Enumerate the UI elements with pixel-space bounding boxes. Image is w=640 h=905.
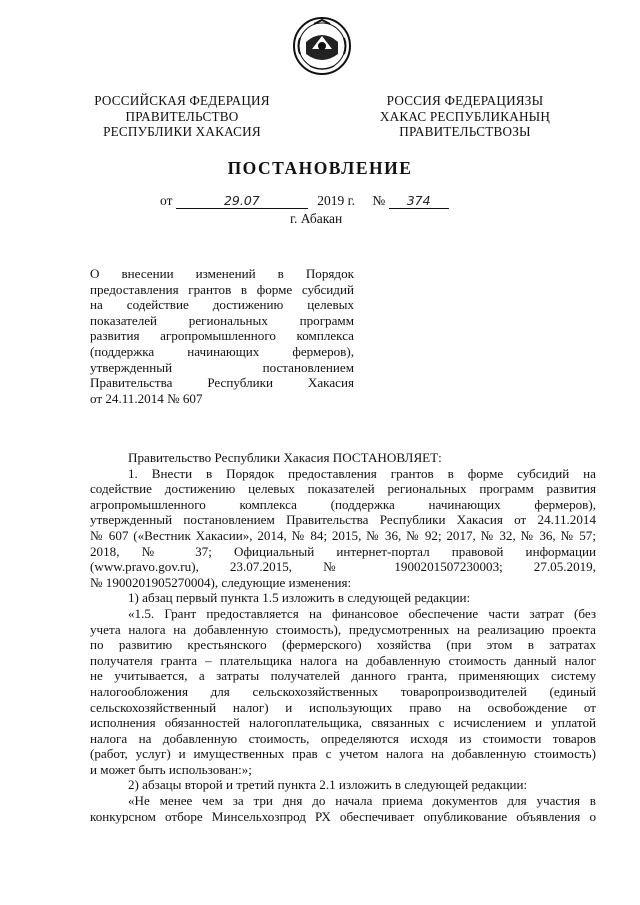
body-line: получателя гранта – плательщика налога на добавленную стоимость данный налог — [90, 652, 596, 668]
body-line: конкурсном отборе Минсельхозпрод РХ обеспечивает опубликование объявления о — [90, 808, 596, 824]
body-line: и может быть использован:»; — [90, 761, 252, 777]
subject-line: утвержденный постановлением — [90, 359, 354, 375]
body-line: агропромышленного комплекса (поддержка начинающих фермеров), — [90, 496, 596, 512]
body-line: (www.pravo.gov.ru), 23.07.2015, № 1900201507230003; 27.05.2019, — [90, 559, 596, 575]
body-line: «1.5. Грант предоставляется на финансовое обеспечение части затрат (без — [128, 605, 596, 621]
body-line: 1. Внести в Порядок предоставления грантов в форме субсидий на — [128, 465, 596, 481]
body-line: Правительство Республики Хакасия ПОСТАНОВЛЯЕТ: — [128, 450, 442, 465]
subject-line: показателей региональных программ — [90, 312, 354, 328]
number-sign: № — [372, 193, 386, 208]
date-prefix: от — [160, 193, 173, 208]
body-line: 2) абзацы второй и третий пункта 2.1 изложить в следующей редакции: — [128, 777, 528, 793]
body-line: сельскохозяйственный налог) и использующих право на освобождение от — [90, 699, 596, 715]
document-title: ПОСТАНОВЛЕНИЕ — [227, 158, 413, 178]
body-line: по развитию крестьянского (фермерского) хозяйства (при этом в затратах — [90, 637, 596, 653]
body-line: № 1900201905270004), следующие изменения: — [90, 574, 352, 590]
subject-line: от 24.11.2014 № 607 — [90, 390, 203, 406]
body-line: налогообложения для сельскохозяйственных товаропроизводителей (единый — [90, 683, 596, 699]
date-value: 29.07 — [176, 193, 308, 209]
header-right-line: ПРАВИТЕЛЬСТВОЗЫ — [399, 124, 531, 139]
body-line: учета налога на добавленную стоимость), предусмотренных на реализацию проекта — [90, 621, 596, 637]
header-right-line: РОССИЯ ФЕДЕРАЦИЯЗЫ — [386, 93, 544, 108]
body-line: исполнения обязанностей налогоплательщика, связанных с исчислением и уплатой — [90, 715, 596, 731]
header-right-line: ХАКАС РЕСПУБЛИКАНЫҢ — [379, 108, 551, 124]
document-number: 374 — [389, 193, 449, 209]
body-line: «Не менее чем за три дня до начала приема документов для участия в — [128, 793, 596, 809]
header-left-line: РОССИЙСКАЯ ФЕДЕРАЦИЯ — [94, 93, 270, 108]
subject-line: (поддержка начинающих фермеров), — [90, 343, 354, 359]
subject-line: развития агропромышленного комплекса — [90, 328, 354, 344]
city-name: г. Абакан — [290, 211, 343, 226]
body-text — [90, 450, 596, 824]
date-number-line — [160, 193, 500, 209]
subject-line: О внесении изменений в Порядок — [90, 266, 354, 281]
subject-line: Правительства Республики Хакасия — [90, 375, 354, 391]
subject-block — [90, 266, 354, 406]
coat-of-arms-emblem — [292, 16, 352, 76]
body-line: не учитывается, а затраты получателей данного гранта, применяющих систему — [90, 668, 596, 684]
body-line: содействие достижению целевых показателей региональных программ развития — [90, 481, 596, 497]
header-right-block — [345, 93, 585, 140]
body-line: (работ, услуг) и имущественных прав с учетом налога на добавленную стоимость) — [90, 746, 596, 762]
body-line: 1) абзац первый пункта 1.5 изложить в следующей редакции: — [128, 590, 471, 606]
header-left-line: РЕСПУБЛИКИ ХАКАСИЯ — [103, 124, 261, 139]
subject-line: предоставления грантов в форме субсидий — [90, 281, 354, 297]
header-left-line: ПРАВИТЕЛЬСТВО — [125, 108, 239, 124]
header-left-block — [62, 93, 302, 140]
body-line: № 607 («Вестник Хакасии», 2014, № 84; 2015, № 36, № 92; 2017, № 32, № 36, № 57; — [90, 527, 596, 543]
subject-line: на содействие достижению целевых — [90, 297, 354, 313]
date-year: 2019 г. — [317, 193, 355, 208]
body-line: 2018, № 37; Официальный интернет-портал правовой информации — [90, 543, 596, 559]
body-line: налога на добавленную стоимость, определяются исходя из стоимости товаров — [90, 730, 596, 746]
body-line: утвержденный постановлением Правительства Республики Хакасия от 24.11.2014 — [90, 512, 596, 528]
